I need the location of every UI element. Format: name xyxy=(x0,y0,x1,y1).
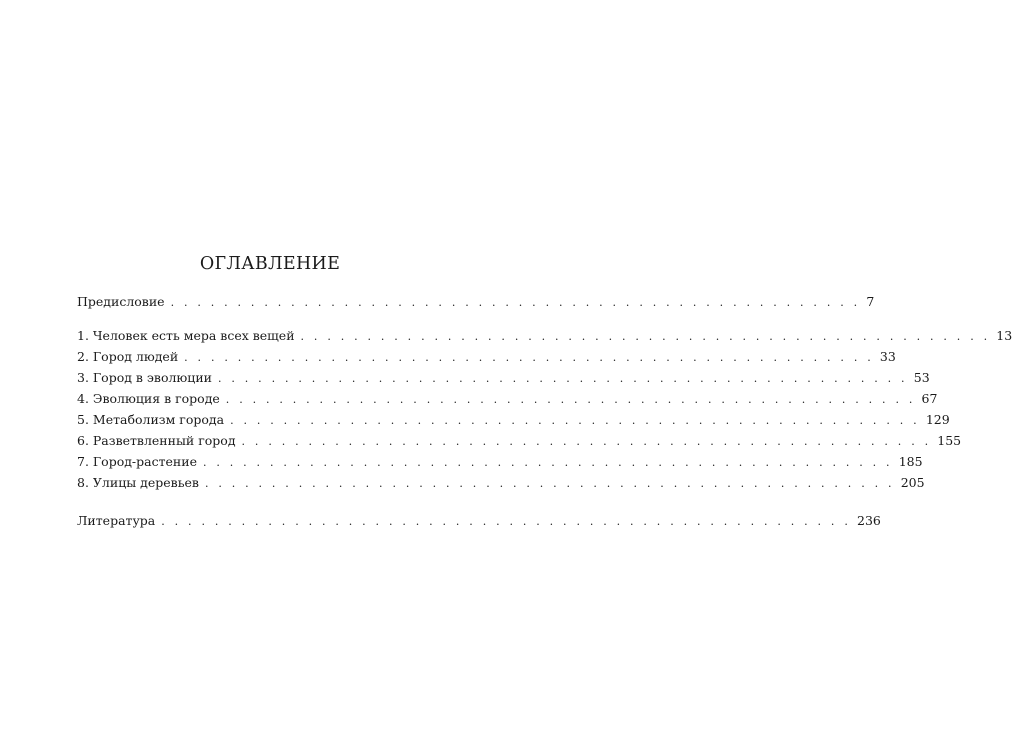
toc-entry-page: 7 xyxy=(866,294,875,309)
toc-entry-chapter-2 xyxy=(77,347,896,367)
toc-leader-dots: . . . . . . . . . . . . . . . . . . . . . . . . . . . . . . . . . . . . . . . . . . . . . . . . . . . . xyxy=(218,372,908,385)
toc-title: ОГЛАВЛЕНИЕ xyxy=(199,254,341,274)
toc-entry-chapter-5 xyxy=(77,410,950,430)
toc-leader-dots: . . . . . . . . . . . . . . . . . . . . . . . . . . . . . . . . . . . . . . . . . . . . . . . . . . . . xyxy=(184,351,874,364)
toc-entry-label: 6. Разветвленный город xyxy=(77,433,236,448)
toc-entry-label: Предисловие xyxy=(77,294,165,309)
toc-entry-bibliography xyxy=(77,511,881,531)
toc-leader-dots: . . . . . . . . . . . . . . . . . . . . . . . . . . . . . . . . . . . . . . . . . . . . . . . . . . . . xyxy=(170,296,861,309)
toc-entry-label: 3. Город в эволюции xyxy=(77,370,212,385)
toc-leader-dots: . . . . . . . . . . . . . . . . . . . . . . . . . . . . . . . . . . . . . . . . . . . . . . . . . . . . xyxy=(230,414,920,427)
toc-entry-label: Литература xyxy=(77,513,156,528)
toc-entry-page: 185 xyxy=(898,454,923,469)
toc-leader-dots: . . . . . . . . . . . . . . . . . . . . . . . . . . . . . . . . . . . . . . . . . . . . . . . . . . . . xyxy=(202,456,893,469)
toc-entry-chapter-8 xyxy=(77,473,925,493)
toc-entry-label: 8. Улицы деревьев xyxy=(77,475,199,490)
toc-entry-chapter-4 xyxy=(77,389,938,409)
toc-entry-label: 1. Человек есть мера всех вещей xyxy=(77,328,295,343)
toc-leader-dots: . . . . . . . . . . . . . . . . . . . . . . . . . . . . . . . . . . . . . . . . . . . . . . . . . . . . xyxy=(300,330,991,343)
toc-entry-page: 33 xyxy=(879,349,896,364)
toc-entry-label: 7. Город-растение xyxy=(77,454,197,469)
toc-entry-chapter-7 xyxy=(77,452,923,472)
toc-entry-page: 13 xyxy=(996,328,1012,343)
toc-entry-page: 53 xyxy=(913,370,930,385)
toc-entry-preface xyxy=(77,292,875,312)
toc-entry-page: 205 xyxy=(900,475,925,490)
toc-leader-dots: . . . . . . . . . . . . . . . . . . . . . . . . . . . . . . . . . . . . . . . . . . . . . . . . . . . . xyxy=(204,477,895,490)
toc-entry-chapter-1 xyxy=(77,326,1012,346)
toc-entry-page: 236 xyxy=(857,513,881,528)
toc-leader-dots: . . . . . . . . . . . . . . . . . . . . . . . . . . . . . . . . . . . . . . . . . . . . . . . . . . . . xyxy=(241,435,932,448)
toc-entry-label: 5. Метаболизм города xyxy=(77,412,225,427)
toc-entry-chapter-3 xyxy=(77,368,930,388)
toc-entry-page: 155 xyxy=(937,433,962,448)
toc-leader-dots: . . . . . . . . . . . . . . . . . . . . . . . . . . . . . . . . . . . . . . . . . . . . . . . . . . . . xyxy=(161,515,852,528)
toc-entry-label: 2. Город людей xyxy=(77,349,179,364)
toc-entry-chapter-6 xyxy=(77,431,962,451)
toc-entry-page: 129 xyxy=(925,412,950,427)
toc-entry-page: 67 xyxy=(921,391,938,406)
toc-leader-dots: . . . . . . . . . . . . . . . . . . . . . . . . . . . . . . . . . . . . . . . . . . . . . . . . . . . . xyxy=(225,393,916,406)
toc-entry-label: 4. Эволюция в городе xyxy=(77,391,220,406)
